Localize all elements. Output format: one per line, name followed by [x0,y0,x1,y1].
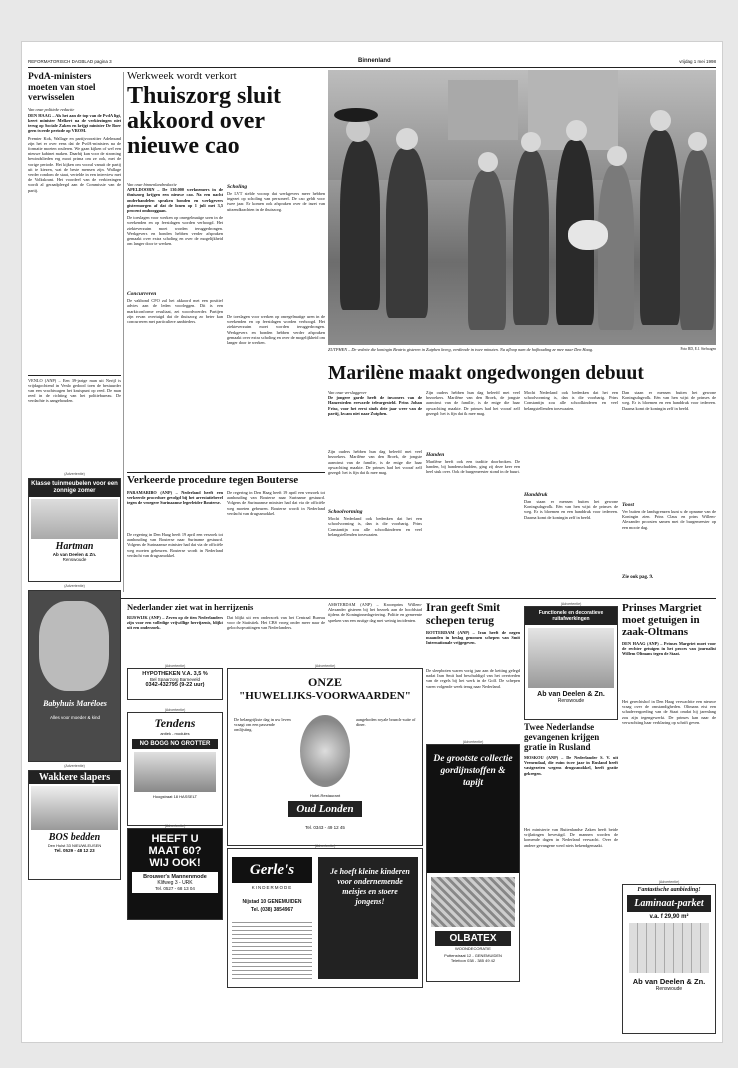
marilene-col1 [328,390,422,595]
ad-hartman[interactable] [28,478,121,582]
ad-oudlonden-wrap [227,664,423,846]
thuiszorg-body-cont: De toeslagen voor werken op onregelmatige uren in de weekenden en op feestdagen worden verhoogd. Het ziekteverzuim moet worden teruggedrongen. Werkgevers en bonden hebben verder afspraken gemaakt over extra scholing en over de mogelijkheid om langer door te werken. [227,314,325,346]
ad-olbatex-wrap [426,740,520,982]
wakkere-title: Wakkere slapers [29,771,120,784]
marilene-col3 [524,390,618,595]
marilene-sub4: Toost [622,502,635,508]
gerles-sub: KINDERMODE [251,885,293,890]
abvandeelen-name: Ab van Deelen & Zn. [537,691,605,698]
tendens-big: NO BOGG NO GROTTER [132,739,218,749]
masthead-paper: REFORMATORISCH DAGBLAD pagina 3 [28,59,112,64]
heeft-shop: Brouwer's Mannenmode [143,874,207,880]
olbatex-logo: OLBATEX [435,931,511,946]
pvda-headline: PvdA-ministers moeten van stoel verwisselen [28,72,96,103]
bos-logo: BOS bedden [48,832,101,843]
ad-label-3: (Advertentie) [64,764,85,768]
tendens-logo: Tendens [154,716,196,730]
photo-zutphen [328,70,716,345]
tendens-addr: Hoogstraat 18 HASSELT [152,794,198,799]
marilene-body2: Mocht Nederland ook bedenken dat het een schoolvorming is, dan is die voorbarig. Prins Constantijn zou alle schoolkinderen en veel belangstellenden toezwaaien. [328,516,422,537]
masthead-section: Binnenland [358,58,391,64]
heeft-line3: WIJ OOK! [149,857,201,869]
ad-brouwer-wrap [127,824,223,920]
hartman-bar: Klasse tuinmeubelen voor een zonnige zomer [29,479,120,497]
olbatex-tel: Telefoon 038 - 385 49 42 [450,958,496,963]
ad-label-4: (Advertentie) [164,664,186,668]
pvda-body: Premier Kok, Wallage en partijvoorzitter Adelmund zijn het er over eens dat de PvdA-ministers na de formatie moeten rouleren. We gaan kijken of wel een nieuwe kabinet maken. Daarbij kan voor de stroming bewindslieden erg mooi prima om ze ook, met de vorige periode. Het kijken om vooral vanuit de partij uit te kiezen, wat de beste mensen zijn. Wallage verder rondom de staat, vertelde in een interview met de Volkskrant. Het voordeel van de verkiezingen wordt al geraadpleegd aan de Commissie van de partij. [28,135,121,193]
photo-caption [328,347,716,359]
marilene-col4 [622,390,716,595]
article-pvda [28,72,121,462]
ad-label-11: (Advertentie) [658,880,680,884]
onze-left: De belangrijkste dag in uw leven vraagt om een passende omlijsting. [234,717,291,733]
marilene-lead: De jongere garde heeft de inwoners van de Hanzesteden erevarde teleurgesteld. Prins Johan Friso, voor het eerst sinds drie jaar weer van de partij, kwam niet naar Zutphen. [328,395,422,416]
onze-title2: "HUWELIJKS-VOORWAARDEN" [239,690,411,702]
photo-credit: Foto RD, E.J. Stelwagen [680,347,716,351]
ad-laminaat[interactable] [622,884,716,1034]
herrijzenis-lead: RIJSWIJK (ANP) – Zeven op de tien Nederlanders zijn voor een volledige vrijwillige herrijzenis, blijkt uit een onderzoek. [127,615,223,631]
gevangenen-body: Het ministerie van Buitenlandse Zaken heeft beide vrijlatingen bevestigd. De mannen worden de komende dagen in Nederland verwacht. Over de andere gevangene werd niets bekendgemaakt. [524,827,618,848]
hartman-logo: Hartman [55,541,94,552]
marilene-col2 [426,390,520,595]
article-gevangenen [524,722,618,1032]
pvda-byline: Van onze politieke redactie [28,106,75,112]
gordijn-title: De grootste collectie gordijnstoffen & tapijt [427,745,519,873]
thuiszorg-headline: Thuiszorg sluit akkoord over nieuwe cao [127,83,282,159]
ad-tendens-wrap [127,708,223,826]
ad-tendens[interactable] [127,712,223,826]
iran-lead: ROTTERDAM (ANP) – Iran heeft de negen maanden in beslag genomen schepen van Smit Internationale vrijgegeven. [426,630,520,646]
marilene-sub2: Handen [426,452,445,458]
thuiszorg-kicker: Werkweek wordt verkort [127,70,237,82]
olbatex-addr: Puttenstraat 12 - GENEMUIDEN [444,953,502,958]
marilene-body2-b: Mocht Nederland ook bedenken dat het een schoolvorming is, dan is die voorbarig. Prins Constantijn zou alle schoolkinderen en veel belangstellenden toezwaaien. [524,390,618,411]
masthead-date: vrijdag 1 mei 1998 [679,59,716,64]
laminaat-title: Laminaat-parket [627,895,711,912]
onze-right: aangeboden royale brunch-suite of diner. [356,717,416,728]
ad-laminaat-wrap [622,880,716,1034]
thuiszorg-body: De toeslagen voor werken op onregelmatige uren in de weekenden en op feestdagen worden verhoogd. Het ziekteverzuim moet worden teruggedrongen. Werkgevers en bonden hebben verder afspraken gemaakt over extra scholing en over de mogelijkheid om langer door te werken. [127,215,223,247]
gerles-tel: Tel. (038) 3854967 [250,907,294,913]
ad-babyhuis[interactable] [28,590,121,762]
thuiszorg-lead: APELDOORN – De 130.000 werknemers in de thuiszorg krijgen een nieuwe cao. Na een nacht onderhandelen spraken bonden en werkgevers gistermorgen af dat de lonen op 1 juli met 3,5 procent omhooggaan. [127,187,223,214]
marilene-body5: Ver buiten de landsgrenzen kunt u de opname van de Koningin zien. Prins Claus en prins Willem-Alexander proosten samen met de burgemeester op een mooie dag. [622,509,716,530]
marilene-body-2b: Zijn ouders hebben hun dag beleefd met veel bezoekers. Marilène van den Broek, de jongste aanwinst van de familie, is de enige die haar opwachting maakte. De prinses had het vooraf zelf gezegd: het is fijn dat ik mee mag. [426,390,520,416]
bos-addr: Den Hulst 33 NIEUWLEUSEN [47,843,102,848]
ad-functioneel[interactable] [524,606,618,720]
abvandeelen-place: Renswoude [557,698,585,704]
heeft-tel: Tel. 0527 - 68 13 04 [155,886,195,891]
marilene-body-4b: Dan staan er mensen buiten het gewone Koningsdagvolk. Eén van hen wijst de prinses de weg. Er is bloemen en een handdruk voor iedereen. Daarna komt de koningin zelf in beeld. [622,390,716,411]
ad-gerles-wrap [227,844,423,988]
ad-label-10: (Advertentie) [560,602,582,606]
article-bouterse [127,474,325,594]
thuiszorg-body3: De LVT stelde voorop dat werkgevers meer hebben ingezet op scholing van personeel. De cao geldt voor twee jaar. Er komen ook afspraken over de inzet van uitzendkrachten in de thuiszorg. [227,191,325,212]
photo-caption-text: ZUTPHEN – De vedette die koningin Beatrix gisteren in Zutphen kreeg, verdiende in twee minuten. Na afloop nam de hofhouding ze mee naar Den Haag. [328,347,594,352]
marilene-body: Zijn ouders hebben hun dag beleefd met veel bezoekers. Marilène van den Broek, de jongste aanwinst van de familie, is de enige die haar opwachting maakte. De prinses had het vooraf zelf gezegd: het is fijn dat ik mee mag. [328,449,422,476]
ad-label-2: (Advertentie) [64,584,85,588]
laminaat-place: Renswoude [655,986,683,992]
gerles-addr: Nijstad 10 GENEMUIDEN [242,899,302,905]
hartman-town: Renswoude [62,557,87,562]
gevangenen-headline: Twee Nederlandse gevangenen krijgen gratie in Rusland [524,722,600,752]
oudlonden-tel: Tel. 0343 - 49 12 45 [305,825,345,830]
margriet-headline: Prinses Margriet moet getuigen in zaak-Oltmans [622,602,702,638]
ad-olbatex[interactable] [426,744,520,982]
ad-bos-bedden[interactable] [28,770,121,880]
iran-headline: Iran geeft Smit schepen terug [426,602,501,627]
herrijzenis-body: Dat blijkt uit een onderzoek van het Centraal Bureau voor de Statistiek. Het CBS vroeg onder meer naar de geloofsopvattingen van Nederlanders. [227,615,325,631]
marilene-body3: Marilène heeft ook een traditie doorbroken. De handen, bij handenschudden, ging zij deze keer een heel stuk over. Ook de burgemeester stond in de buurt. [426,459,520,475]
ad-label-1: (Advertentie) [64,472,85,476]
thuiszorg-body2: De vakbond CFO zal het akkoord met een positief advies aan de leden voorleggen. Dit is een marktconforme resultaat, zei woordvoerder. Partijen zijn ervan overtuigd dat de thuiszorg zo beter kan concurreren met particuliere aanbieders. [127,298,223,325]
marilene-continued: Zie ook pag. 9. [622,575,654,580]
heeft-line2: MAAT 60? [148,845,202,857]
bos-tel: Tel. 0529 - 48 12 23 [54,848,95,853]
ad-oudlonden[interactable] [227,668,423,846]
babyhuis-sub: Alles voor moeder & kind [49,715,101,720]
marilene-byline: Van onze verslaggever [328,390,367,395]
newspaper-page [22,42,722,1042]
hypotheken-title: HYPOTHEKEN V.A. 3,5 % [142,671,208,677]
ad-functioneel-wrap [524,602,618,720]
margriet-body: Het gerechtshof in Den Haag verwachtte een nieuwe vraag over de omstandigheden. Oltmans eist een schadevergoeding van de Staat omdat hij jarenlang zou zijn tegengewerkt. De prinses kan naar de verwachting haar verklaring op schrift geven. [622,699,716,725]
marilene-body4: Dan staan er mensen buiten het gewone Koningsdagvolk. Eén van hen wijst de prinses de weg. Er is bloemen en een handdruk voor iedereen. Daarna komt de koningin zelf in beeld. [524,499,618,520]
article-margriet [622,602,716,872]
hypotheken-sub: Bel Spaarzorg Barneveld [149,677,201,682]
marilene-headline: Marilène maakt ongedwongen debuut [328,363,644,384]
functioneel-title: Functionele en decoratieve ruitafwerkingen [525,607,617,625]
babyhuis-logo: Babyhuis Maréloes [43,699,107,708]
gevangenen-lead: MOSKOU (ANP) – De Nederlander S. V. uit Veenendaal, die ruim twee jaar in Rusland heeft vastgezeten wegens drugssmokkel, heeft gratie gekregen. [524,755,618,776]
heeft-addr: Klifweg 3 - URK [157,880,193,886]
article-herrijzenis [127,602,325,662]
kleine-kinderen: Je hoeft kleine kinderen voor ondernemende meisjes en stoere jongens! [330,867,410,906]
thuiszorg-sub2: Scholing [227,184,248,190]
oudlonden-addr: Hotel-Restaurant [309,793,341,798]
onze-title: ONZE [307,675,342,689]
ad-hypotheken[interactable] [127,668,223,700]
thuiszorg-sub1: Concurreren [127,291,157,298]
marilene-sub1: Schoolvorming [328,509,363,516]
ad-label-7: (Advertentie) [314,664,336,668]
bouterse-body: De regering in Den Haag heeft 19 april een verzoek tot aanhouding van Bouterse naar Suriname gestuurd. Volgens de Surinaamse minister had dat via de officiële weg moeten gebeuren. Bouterse wordt in Nederland verdacht van drugssmokkel. [127,532,223,558]
bouterse-headline: Verkeerde procedure tegen Bouterse [127,474,299,486]
tendens-sub: antiek - modules [160,731,190,736]
oudlonden-logo: Oud Londen [288,801,362,817]
ad-label-8: (Advertentie) [314,844,336,848]
ad-brouwer[interactable] [127,828,223,920]
marilene-sub3: Handdruk [524,492,548,498]
venlo-brief: VENLO (ANP) – Een 39-jarige man uit Nerijl is vrijdagochtend in Venlo gedood toen de bestuurder van een vrachtwagen het kruispunt op reed. De man reed in de richting van het politiebureau. De verdachte is aangehouden. [28,377,121,404]
fantastisch-title: Fantastische aanbieding! [637,887,701,893]
ad-label-6: (Advertentie) [164,824,186,828]
laminaat-addr: Ab van Deelen & Zn. [632,977,706,986]
laminaat-price: v.a. f 29,90 m² [649,914,689,920]
ad-label-5: (Advertentie) [164,708,186,712]
gerles-logo: Gerle's [232,857,312,883]
ad-hypotheken-wrap [127,664,223,700]
masthead [28,58,716,68]
ad-label-9: (Advertentie) [462,740,484,744]
hypotheken-tel: 0342-432795 (9-22 uur) [145,682,205,688]
left-ads [28,472,121,1032]
ad-gerles[interactable] [227,848,423,988]
hartman-addr: Ab van Deelen & Zn. [52,552,97,557]
thuiszorg-byline: Van onze binnenlandredactie [127,182,177,187]
heeft-line1: HEEFT U [151,833,199,845]
pvda-lead: DEN HAAG – Als het aan de top van de PvdA ligt, keert minister Melkert na de verkiezingen niet terug op Sociale Zaken en krijgt minister De Boer geen tweede periode op VROM. [28,112,121,134]
bouterse-lead: PARAMARIBO (ANP) – Nederland heeft een verkeerde procedure gevolgd bij het arrestatiebevel tegen de vroegere Surinaamse legerleider Bouterse. [127,490,223,506]
article-iran [426,602,520,737]
bouterse-body-cont: De regering in Den Haag heeft 19 april een verzoek tot aanhouding van Bouterse naar Suriname gestuurd. Volgens de Surinaamse minister had dat via de officiële weg moeten gebeuren. Bouterse wordt in Nederland verdacht van drugssmokkel. [227,490,325,516]
iran-body: De sleepboten waren vorig jaar aan de ketting gelegd nadat Iran Smit had beschuldigd van het overtreden van de regels bij het werk in de Golf. De schepen varen volgende week terug naar Nederland. [426,668,520,689]
herrijzenis-headline: Nederlander ziet wat in herrijzenis [127,602,254,612]
amsterdam-brief: AMSTERDAM (ANP) – Kroonprins Willem-Alexander gisteren bij het bezoek aan de hoofdstad tijdens de Koninginnedagviering. Politie en gemeente spreken van een rustige dag met weinig incidenten. [328,602,422,623]
article-thuiszorg [127,70,325,470]
olbatex-sub: WOONDECORATIE [455,946,491,951]
margriet-lead: DEN HAAG (ANP) – Prinses Margriet moet voor de rechter getuigen in het proces van journalist Willem Oltmans tegen de Staat. [622,641,716,657]
